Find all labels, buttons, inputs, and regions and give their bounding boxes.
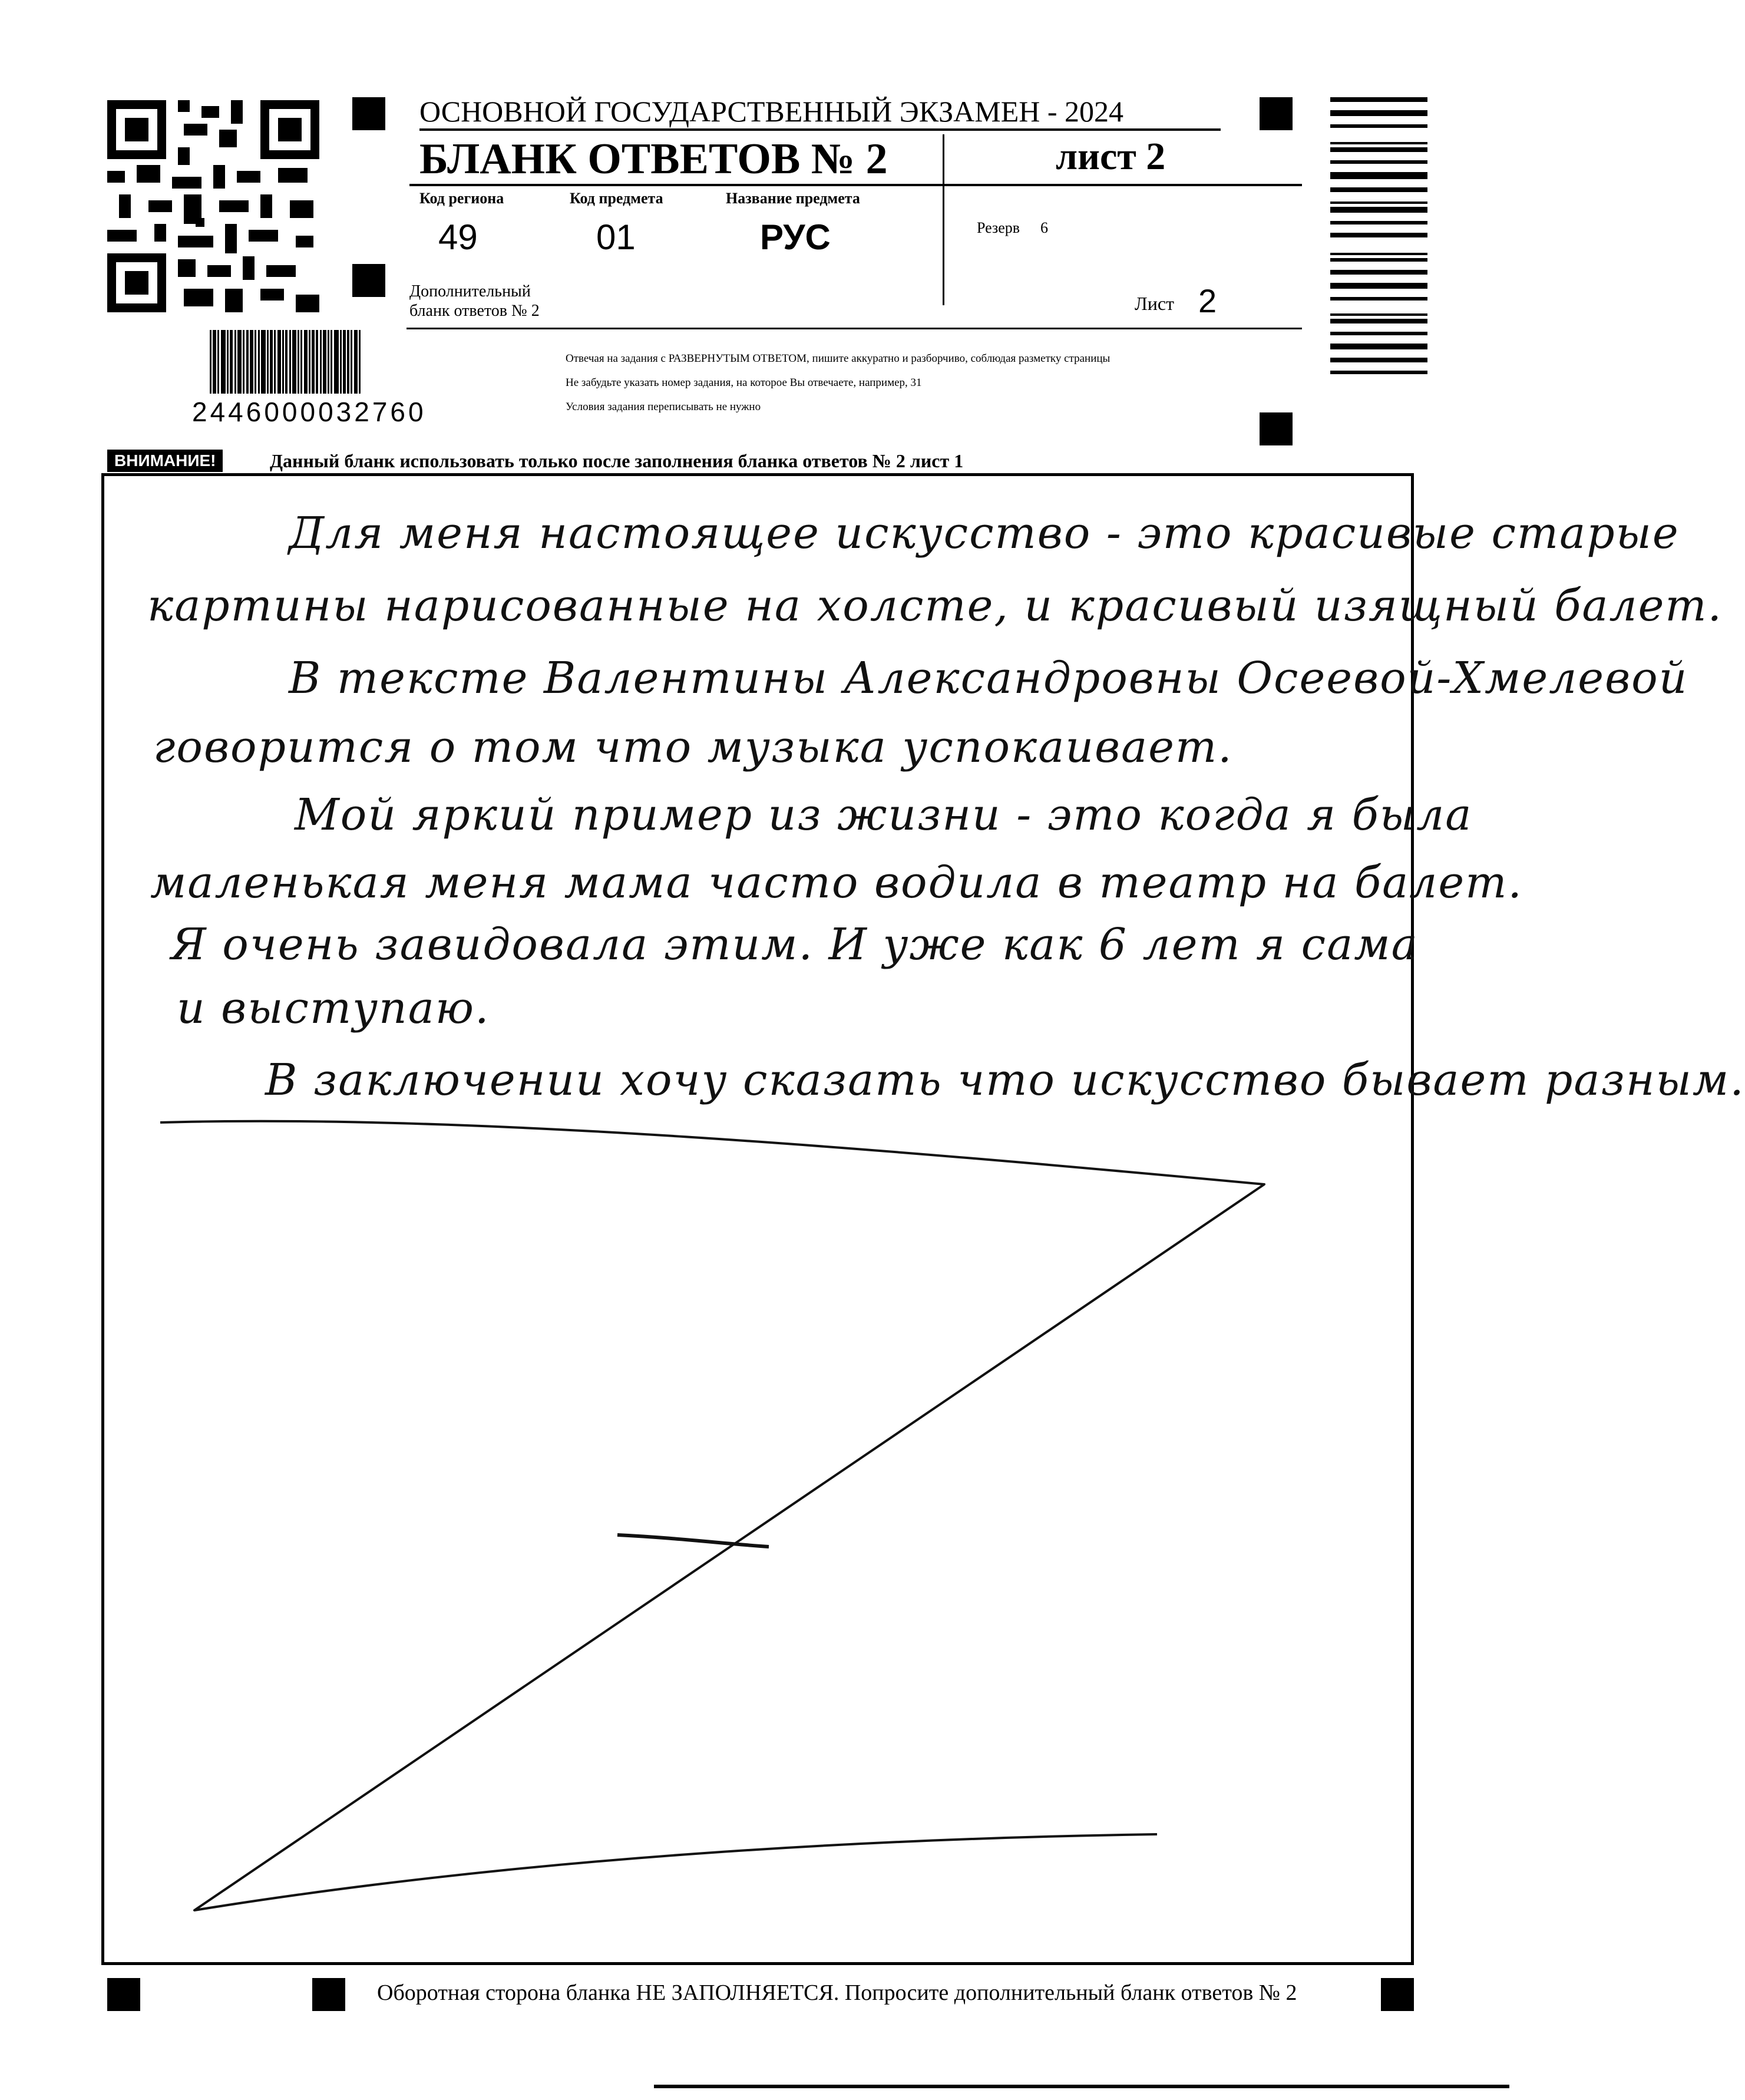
warning-badge: ВНИМАНИЕ! [107, 450, 223, 472]
answer-line: В заключении хочу сказать что искусство бывает разным. [265, 1055, 1745, 1105]
warning-text: Данный бланк использовать только после заполнения бланка ответов № 2 лист 1 [270, 450, 964, 471]
additional-label-line2: бланк ответов № 2 [409, 302, 540, 320]
region-label: Код региона [419, 190, 504, 207]
reserve-value: 6 [1040, 219, 1048, 236]
region-value: 49 [438, 217, 478, 257]
instruction-line1: Отвечая на задания с РАЗВЕРНУТЫМ ОТВЕТОМ, пишите аккуратно и разборчиво, соблюдая разметку страницы [566, 352, 1111, 365]
answer-line: и выступаю. [177, 983, 490, 1034]
answer-line: В тексте Валентины Александровны Осеевой-Хмелевой [289, 653, 1688, 704]
reserve-label: Резерв [977, 219, 1020, 236]
answer-line: говорится о том что музыка успокаивает. [153, 722, 1233, 772]
subject-name-value: РУС [760, 217, 831, 257]
answer-line: Мой яркий пример из жизни - это когда я была [295, 790, 1473, 840]
z-strike-line [160, 1121, 1264, 1910]
exam-title: ОСНОВНОЙ ГОСУДАРСТВЕННЫЙ ЭКЗАМЕН - 2024 [419, 95, 1123, 128]
answer-line: Для меня настоящее искусство - это красивые старые [289, 508, 1680, 559]
barcode-number: 2446000032760 [192, 397, 427, 427]
sheet-title: лист 2 [1056, 135, 1166, 178]
answer-line: картины нарисованные на холсте, и красивый изящный балет. [147, 580, 1723, 631]
additional-label-line1: Дополнительный [409, 282, 531, 301]
sheet-value: 2 [1198, 282, 1217, 319]
sheet-label: Лист [1135, 293, 1175, 314]
answer-line: маленькая меня мама часто водила в театр на балет. [150, 857, 1523, 908]
instruction-line3: Условия задания переписывать не нужно [566, 401, 761, 413]
subject-name-label: Название предмета [726, 190, 860, 207]
form-title: БЛАНК ОТВЕТОВ № 2 [419, 135, 888, 183]
subject-code-value: 01 [596, 217, 636, 257]
footer-text: Оборотная сторона бланка НЕ ЗАПОЛНЯЕТСЯ. Попросите дополнительный бланк ответов № 2 [377, 1980, 1297, 2005]
subject-code-label: Код предмета [570, 190, 663, 207]
bottom-rule [654, 2085, 1509, 2088]
answer-line: Я очень завидовала этим. И уже как 6 лет я сама [171, 919, 1419, 970]
instruction-line2: Не забудьте указать номер задания, на которое Вы отвечаете, например, 31 [566, 377, 922, 389]
